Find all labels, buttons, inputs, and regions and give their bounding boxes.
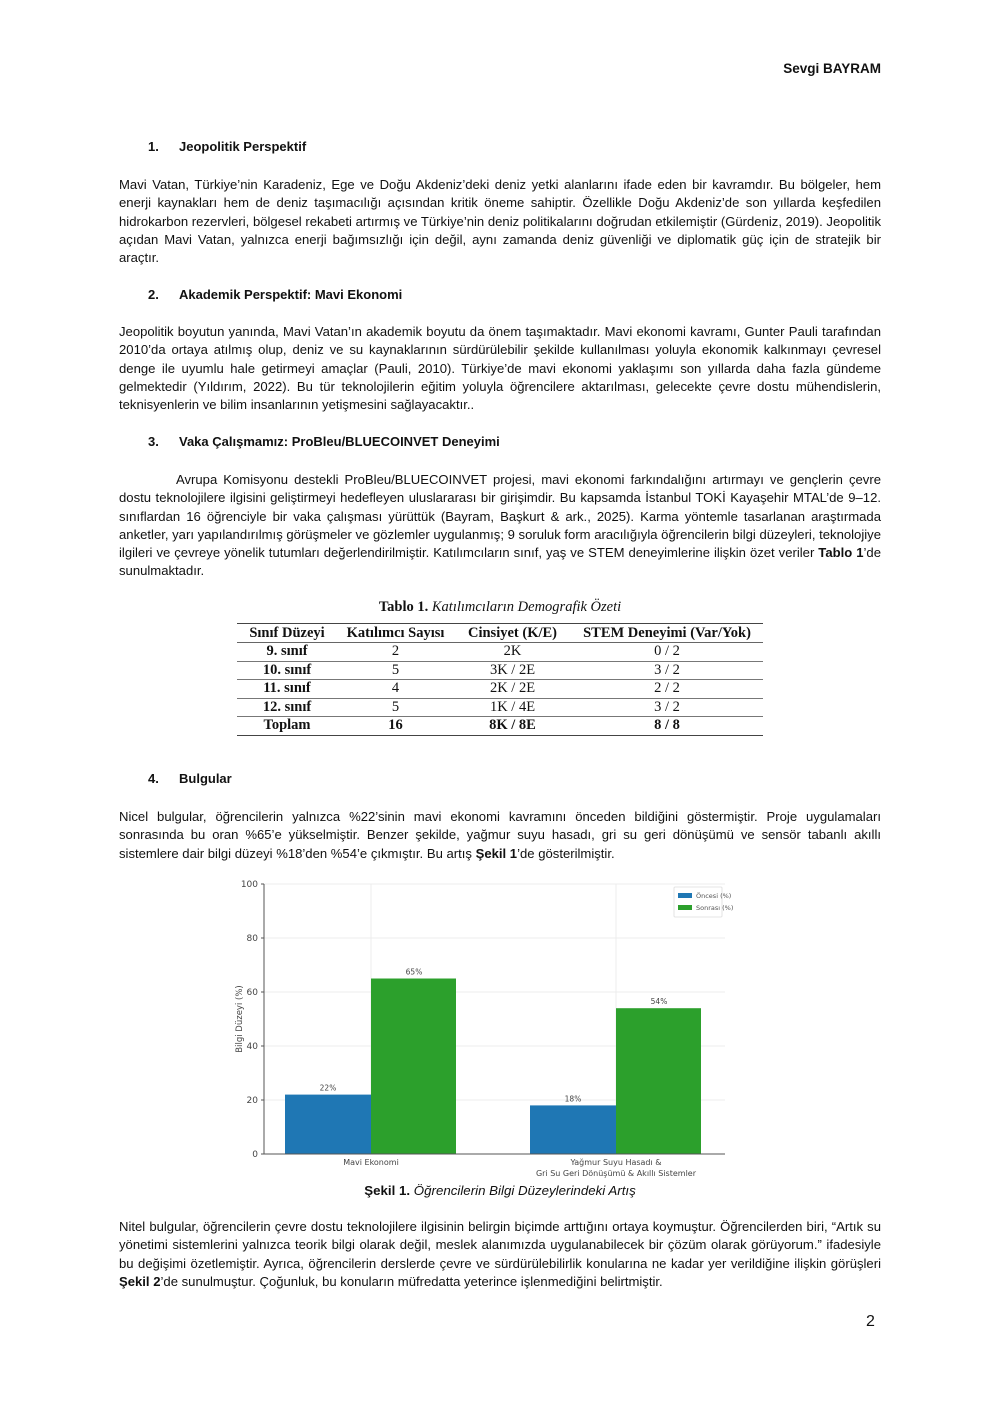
section-1-paragraph: Mavi Vatan, Türkiye’nin Karadeniz, Ege ve Doğu Akdeniz’deki deniz yetki alanlarını ifade eden bir kavramdır. Bu bölgeler, hem enerji kaynakları hem de deniz taşımacılığı açısından kritik öneme sahiptir. Özellikle Doğu Akdeniz’de son yıllarda keşfedilen hidrokarbon rezervleri, bölgesel rekabeti artırmış ve Türkiye’nin deniz politikalarını doğrudan etkilemiştir (Gürdeniz, 2019). Jeopolitik açıdan Mavi Vatan, yalnızca enerji bağımsızlığı için değil, aynı zamanda deniz güvenliği ve diplomatik güç için de stratejik bir araçtır. bbox=[119, 177, 881, 266]
paragraph-text: ’de sunulmuştur. Çoğunluk, bu konuların müfredatta yeterince işlenmediğini belirtmiştir. bbox=[160, 1273, 663, 1289]
paragraph-text: ’de sunulmaktadır. bbox=[119, 545, 881, 579]
table-caption-label: Tablo 1. bbox=[378, 599, 429, 615]
table-cell: 10. sınıf bbox=[237, 661, 337, 680]
table-cell: 4 bbox=[337, 680, 454, 699]
paragraph-text: Avrupa Komisyonu destekli ProBleu/BLUECOINVET projesi, mavi ekonomi farkındalığını artırmayı ve gençlerin çevre dostu teknolojilere ilgisini geliştirmeyi hedefleyen uluslararası bir girişimdir. Bu kapsamda İstanbul TOKİ Kayaşehir MTAL’de 9–12. sınıflardan 16 öğrenciyle bir vaka çalışması yürüttük (Bayram, Başkurt & ark., 2025). Karma yöntemle tasarlanan araştırmada anketler, yarı yapılandırılmış görüşmeler ve gözlemler uygulanmış; 9 soruluk form aracılığıyla öğrencilerin bilgi düzeyleri, teknolojiye ilgileri ve çevreye yönelik tutumları değerlendirilmiştir. Katılımcıların sınıf, yaş ve STEM deneyimlerine ilişkin özet veriler bbox=[119, 472, 881, 561]
y-axis-label: Bilgi Düzeyi (%) bbox=[235, 985, 245, 1053]
bar-value-label: 18% bbox=[564, 1094, 582, 1104]
table-cell: 8 / 8 bbox=[571, 717, 763, 736]
table-caption bbox=[237, 599, 763, 616]
y-tick-label: 0 bbox=[252, 1150, 258, 1160]
bar-sonrasi-yagmur-suyu bbox=[616, 1008, 701, 1154]
table-header-row bbox=[237, 624, 763, 643]
page-number: 2 bbox=[866, 1313, 875, 1330]
table-cell: 2 bbox=[337, 643, 454, 662]
column-header: STEM Deneyimi (Var/Yok) bbox=[571, 624, 763, 643]
section-heading-2 bbox=[148, 287, 402, 302]
section-3-paragraph bbox=[119, 471, 881, 581]
table-cell: 2 / 2 bbox=[571, 680, 763, 699]
legend-label: Öncesi (%) bbox=[696, 892, 732, 900]
figure-caption-title: Öğrencilerin Bilgi Düzeylerindeki Artış bbox=[413, 1183, 636, 1198]
paragraph-text: ’de gösterilmiştir. bbox=[517, 845, 615, 861]
y-tick-label: 100 bbox=[240, 880, 258, 890]
figure-caption bbox=[119, 1183, 881, 1198]
x-category-label: Gri Su Geri Dönüşümü & Akıllı Sistemler bbox=[535, 1169, 697, 1178]
x-category-label: Yağmur Suyu Hasadı & bbox=[570, 1158, 662, 1167]
section-heading-4 bbox=[148, 771, 232, 786]
bar-value-label: 22% bbox=[319, 1083, 337, 1093]
figure-caption-label: Şekil 1. bbox=[364, 1183, 411, 1198]
bar-value-label: 65% bbox=[405, 967, 423, 977]
bar-oncesi-mavi-ekonomi bbox=[285, 1095, 371, 1154]
section-title: Akademik Perspektif: Mavi Ekonomi bbox=[179, 287, 403, 302]
table-cell: 3 / 2 bbox=[571, 661, 763, 680]
table-cell: 16 bbox=[337, 717, 454, 736]
section-number: 4. bbox=[148, 771, 159, 786]
table-cell: 11. sınıf bbox=[237, 680, 337, 699]
table-row bbox=[237, 698, 763, 717]
figure-reference: Şekil 2 bbox=[119, 1273, 161, 1289]
table-cell: 3K / 2E bbox=[454, 661, 571, 680]
bar-value-label: 54% bbox=[650, 997, 668, 1007]
y-tick-label: 40 bbox=[246, 1042, 258, 1052]
table-cell: Toplam bbox=[237, 717, 337, 736]
table-reference: Tablo 1 bbox=[818, 545, 864, 561]
section-number: 3. bbox=[148, 434, 159, 449]
running-header-author: Sevgi BAYRAM bbox=[783, 61, 881, 76]
table-cell: 3 / 2 bbox=[571, 698, 763, 717]
section-heading-1 bbox=[148, 139, 306, 154]
y-tick-label: 80 bbox=[246, 934, 258, 944]
column-header: Sınıf Düzeyi bbox=[237, 624, 337, 643]
demographics-table bbox=[237, 623, 763, 736]
section-heading-3 bbox=[148, 434, 500, 449]
table-caption-title: Katılımcıların Demografik Özeti bbox=[431, 599, 622, 615]
table-cell: 0 / 2 bbox=[571, 643, 763, 662]
y-tick-label: 20 bbox=[246, 1096, 258, 1106]
section-title: Vaka Çalışmamız: ProBleu/BLUECOINVET Deneyimi bbox=[179, 434, 500, 449]
section-4-paragraph bbox=[119, 808, 881, 863]
paragraph-text: Nitel bulgular, öğrencilerin çevre dostu teknolojilere ilgisinin belirgin biçimde arttığını ortaya koymuştur. Öğrencilerden biri, “Artık su yönetimi sistemlerini yalnızca teorik bilgi olarak değil, meslek alanımızda uygulanabilecek bir çözüm olarak görüyorum.” ifadesiyle bu değişimi özetlemiştir. Ayrıca, öğrencilerin derslerde çevre ve sürdürülebilirlik konularına ne kadar yer verildiğine ilişkin görüşleri bbox=[119, 1219, 881, 1271]
table-cell: 12. sınıf bbox=[237, 698, 337, 717]
chart-legend bbox=[674, 887, 733, 917]
table-row bbox=[237, 643, 763, 662]
table-row bbox=[237, 680, 763, 699]
bar-chart bbox=[228, 876, 788, 1181]
section-title: Jeopolitik Perspektif bbox=[179, 139, 307, 154]
bar-oncesi-yagmur-suyu bbox=[530, 1105, 616, 1154]
legend-swatch-sonrasi bbox=[678, 905, 692, 910]
table-row bbox=[237, 661, 763, 680]
x-category-label: Mavi Ekonomi bbox=[343, 1158, 399, 1167]
table-cell: 1K / 4E bbox=[454, 698, 571, 717]
legend-swatch-oncesi bbox=[678, 893, 692, 898]
table-cell: 5 bbox=[337, 698, 454, 717]
figure-reference: Şekil 1 bbox=[475, 845, 518, 861]
table-cell: 8K / 8E bbox=[454, 717, 571, 736]
table-total-row bbox=[237, 717, 763, 736]
legend-label: Sonrası (%) bbox=[696, 904, 734, 912]
table-cell: 2K bbox=[454, 643, 571, 662]
bar-sonrasi-mavi-ekonomi bbox=[371, 979, 456, 1155]
column-header: Katılımcı Sayısı bbox=[337, 624, 454, 643]
paragraph-text: Nicel bulgular, öğrencilerin yalnızca %22’sinin mavi ekonomi kavramını önceden bildiğini göstermiştir. Proje uygulamaları sonrasında bu oran %65’e yükselmiştir. Benzer şekilde, yağmur suyu hasadı, gri su geri dönüşümü ve sensör tabanlı akıllı sistemlere dair bilgi düzeyi %18’den %54’e çıkmıştır. Bu artış bbox=[119, 809, 881, 861]
section-number: 2. bbox=[148, 287, 159, 302]
table-cell: 5 bbox=[337, 661, 454, 680]
section-2-paragraph: Jeopolitik boyutun yanında, Mavi Vatan’ın akademik boyutu da önem taşımaktadır. Mavi ekonomi kavramı, Gunter Pauli tarafından 2010’da ortaya atılmış olup, deniz ve su kaynaklarının sürdürülebilir şekilde kullanılması yoluyla ekonomik kalkınmayı çevresel denge ile uyumlu hale getirmeyi amaçlar (Pauli, 2010). Türkiye’de mavi ekonomi yaklaşımı son yıllarda daha fazla gündeme gelmektedir (Yıldırım, 2022). Bu tür teknolojilerin eğitim yoluyla öğrencilere aktarılması, gelecekte çevre dostu mühendislerin, teknisyenlerin ve bilim insanlarının yetişmesini sağlayacaktır.. bbox=[119, 324, 881, 413]
table-cell: 9. sınıf bbox=[237, 643, 337, 662]
column-header: Cinsiyet (K/E) bbox=[454, 624, 571, 643]
y-tick-label: 60 bbox=[246, 988, 258, 998]
section-title: Bulgular bbox=[179, 771, 232, 786]
table-cell: 2K / 2E bbox=[454, 680, 571, 699]
section-number: 1. bbox=[148, 139, 159, 154]
section-4-paragraph-2 bbox=[119, 1218, 881, 1291]
